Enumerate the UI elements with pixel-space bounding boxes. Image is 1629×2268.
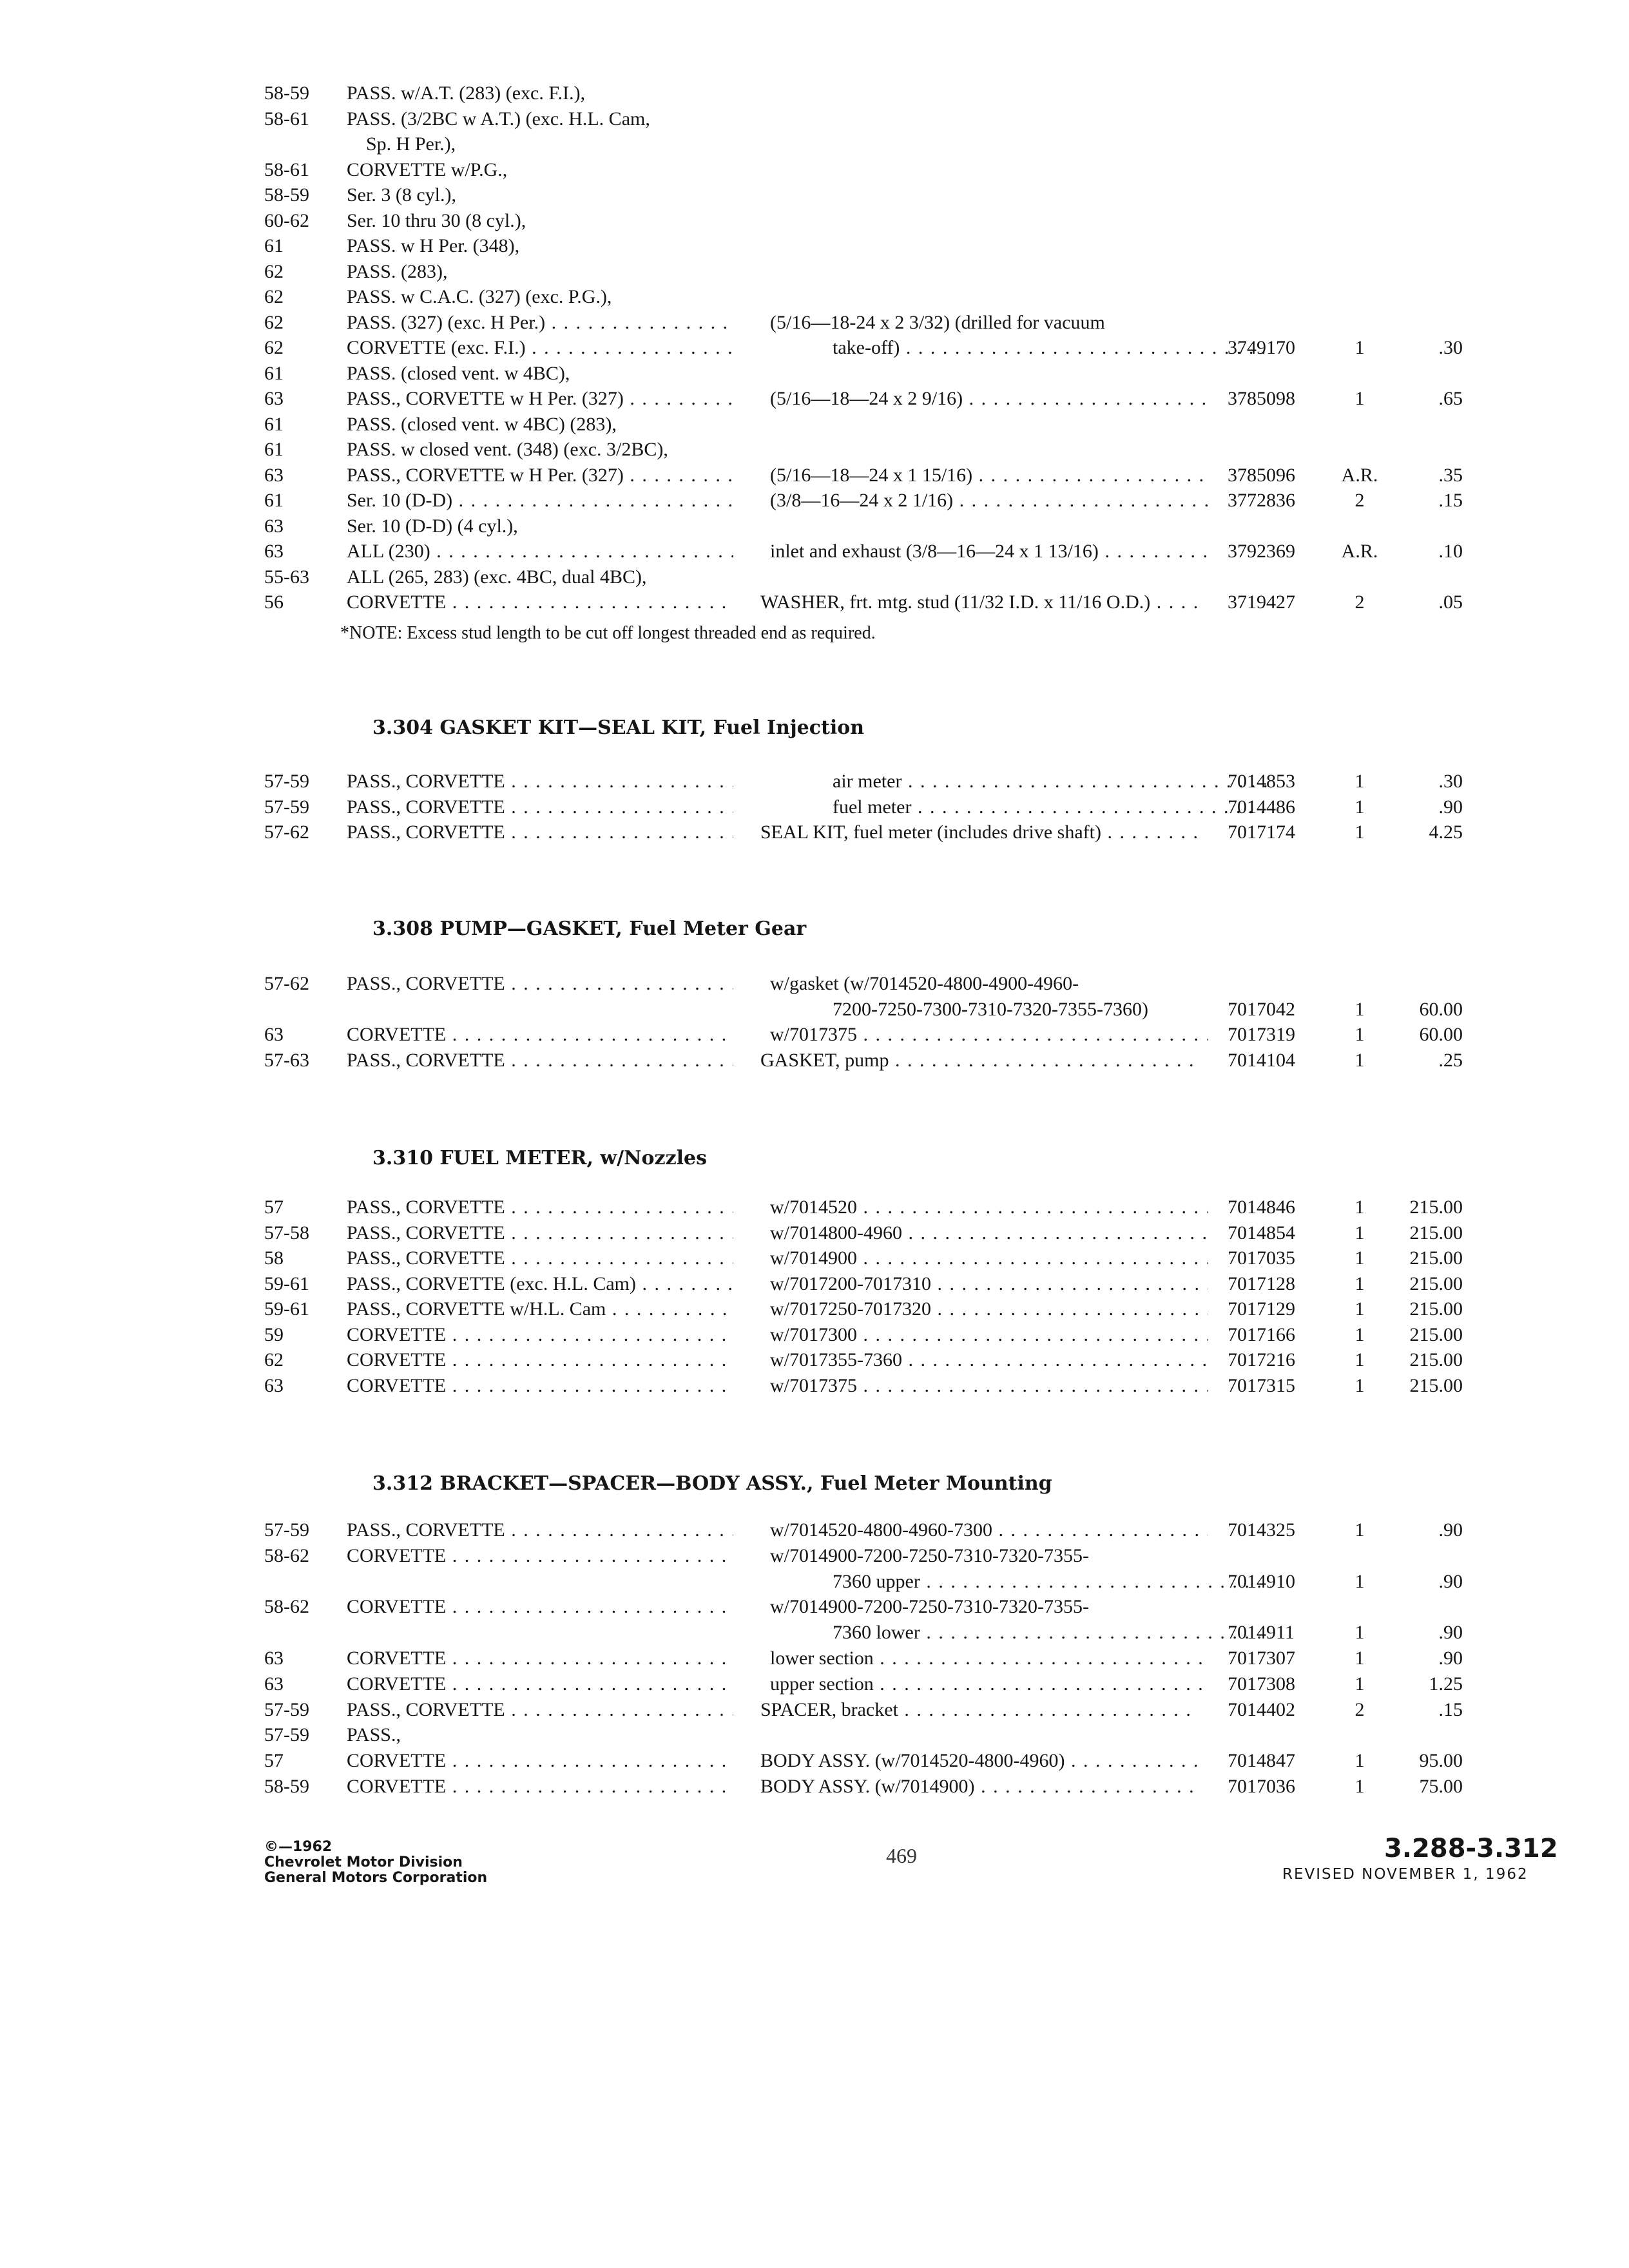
application-cell: CORVETTE . . .: [347, 1646, 733, 1671]
table-row: [0, 310, 1629, 336]
application-cell: PASS., CORVETTE w/H.L. Cam . . .: [347, 1296, 733, 1322]
application-cell: PASS. w H Per. (348),: [347, 235, 520, 256]
description-cell: WASHER, frt. mtg. stud (11/32 I.D. x 11/16 O.D.) . . .: [760, 590, 1199, 615]
quantity-cell: 1: [1354, 1750, 1365, 1772]
year-cell: 62: [264, 286, 284, 307]
application-cell: PASS., CORVETTE . . .: [347, 1220, 733, 1246]
part-number-cell: 7017129: [1228, 1298, 1295, 1320]
quantity-cell: 1: [1354, 1049, 1365, 1071]
application-cell: PASS., CORVETTE . . .: [347, 971, 733, 997]
table-row: [0, 233, 1629, 259]
table-row: [0, 1620, 1629, 1646]
price-cell: 215.00: [1409, 1196, 1463, 1218]
quantity-cell: 1: [1354, 1374, 1365, 1396]
price-cell: 1.25: [1429, 1673, 1463, 1695]
year-cell: 63: [264, 464, 284, 486]
year-cell: 56: [264, 591, 284, 613]
price-cell: 215.00: [1409, 1298, 1463, 1320]
year-cell: 58-61: [264, 108, 309, 130]
application-cell: PASS. (3/2BC w A.T.) (exc. H.L. Cam,: [347, 108, 650, 130]
description-cell: inlet and exhaust (3/8—16—24 x 1 13/16) . . .: [770, 539, 1208, 564]
quantity-cell: 1: [1354, 1273, 1365, 1294]
quantity-cell: 1: [1354, 998, 1365, 1020]
table-row: [0, 284, 1629, 310]
price-cell: 215.00: [1409, 1222, 1463, 1244]
year-cell: 57: [264, 1196, 284, 1218]
table-row: [0, 1271, 1629, 1297]
quantity-cell: 1: [1354, 388, 1365, 409]
description-cell: w/gasket (w/7014520-4800-4900-4960-: [770, 973, 1079, 994]
year-cell: 63: [264, 1024, 284, 1045]
table-row: [0, 1517, 1629, 1543]
table-row: [0, 820, 1629, 845]
year-cell: 57-59: [264, 1519, 309, 1541]
description-cell: (5/16—18—24 x 1 15/16) . . .: [770, 463, 1208, 488]
description-cell: (5/16—18—24 x 2 9/16) . . .: [770, 386, 1208, 412]
application-cell: PASS., CORVETTE w H Per. (327) . . .: [347, 386, 733, 412]
quantity-cell: 1: [1354, 1648, 1365, 1669]
revision-date: REVISED NOVEMBER 1, 1962: [1282, 1866, 1528, 1883]
part-number-cell: 7014325: [1228, 1519, 1295, 1541]
table-row: [0, 157, 1629, 183]
application-cell: CORVETTE . . .: [347, 1543, 733, 1569]
table-row: [0, 1697, 1629, 1723]
table-row: [0, 1671, 1629, 1697]
table-row: [0, 463, 1629, 488]
application-cell: PASS., CORVETTE . . .: [347, 769, 733, 794]
application-cell: Ser. 10 (D-D) . . .: [347, 488, 733, 514]
application-cell: CORVETTE . . .: [347, 1774, 733, 1800]
description-cell: w/7014520-4800-4960-7300 . . .: [770, 1517, 1208, 1543]
year-cell: 57-59: [264, 796, 309, 818]
application-cell: PASS., CORVETTE . . .: [347, 820, 733, 845]
table-row: [0, 1347, 1629, 1373]
price-cell: .10: [1438, 541, 1463, 562]
price-cell: .25: [1438, 1049, 1463, 1071]
quantity-cell: 1: [1354, 1673, 1365, 1695]
table-row: [0, 1646, 1629, 1671]
description-cell: w/7017375 . . .: [770, 1373, 1208, 1399]
quantity-cell: 1: [1354, 1519, 1365, 1541]
year-cell: 61: [264, 490, 284, 511]
quantity-cell: 1: [1354, 1776, 1365, 1797]
price-cell: 75.00: [1419, 1776, 1463, 1797]
quantity-cell: 1: [1354, 1298, 1365, 1320]
description-cell: w/7017355-7360 . . .: [770, 1347, 1208, 1373]
year-cell: 57-62: [264, 822, 309, 843]
price-cell: .05: [1438, 591, 1463, 613]
section-heading-3-308: 3.308 PUMP—GASKET, Fuel Meter Gear: [372, 918, 807, 940]
application-cell: CORVETTE . . .: [347, 1671, 733, 1697]
price-cell: .30: [1438, 337, 1463, 358]
application-cell: CORVETTE . . .: [347, 590, 733, 615]
application-cell: PASS. (closed vent. w 4BC) (283),: [347, 413, 617, 435]
application-cell: CORVETTE . . .: [347, 1347, 733, 1373]
part-number-cell: 7014854: [1228, 1222, 1295, 1244]
price-cell: .90: [1438, 1519, 1463, 1541]
application-cell: PASS.,: [347, 1724, 401, 1746]
description-cell: w/7017375 . . .: [770, 1022, 1208, 1048]
application-cell: PASS., CORVETTE . . .: [347, 1048, 733, 1073]
part-number-cell: 7017319: [1228, 1024, 1295, 1045]
quantity-cell: 2: [1354, 591, 1365, 613]
application-cell: CORVETTE (exc. F.I.) . . .: [347, 335, 733, 361]
part-number-cell: 7014910: [1228, 1570, 1295, 1592]
year-cell: 57-59: [264, 1724, 309, 1746]
quantity-cell: 1: [1354, 1247, 1365, 1269]
application-cell: PASS., CORVETTE . . .: [347, 1697, 733, 1723]
description-cell: BODY ASSY. (w/7014520-4800-4960) . . .: [760, 1748, 1199, 1774]
year-cell: 61: [264, 439, 284, 460]
year-cell: 62: [264, 1349, 284, 1370]
year-cell: 55-63: [264, 566, 309, 588]
description-cell: w/7014900 . . .: [770, 1245, 1208, 1271]
quantity-cell: A.R.: [1341, 464, 1378, 486]
application-cell: CORVETTE w/P.G.,: [347, 159, 508, 180]
description-cell: w/7014900-7200-7250-7310-7320-7355-: [770, 1596, 1089, 1618]
copyright: ©—1962: [264, 1839, 333, 1855]
part-number-cell: 7017166: [1228, 1323, 1295, 1345]
price-cell: 4.25: [1429, 822, 1463, 843]
table-row: [0, 514, 1629, 539]
price-cell: 60.00: [1419, 998, 1463, 1020]
application-cell: PASS., CORVETTE . . .: [347, 1195, 733, 1220]
description-cell: w/7014520 . . .: [770, 1195, 1208, 1220]
price-cell: .90: [1438, 796, 1463, 818]
price-cell: .90: [1438, 1648, 1463, 1669]
section-heading-3-310: 3.310 FUEL METER, w/Nozzles: [372, 1147, 707, 1169]
application-cell: PASS., CORVETTE . . .: [347, 794, 733, 820]
part-number-cell: 7017128: [1228, 1273, 1295, 1294]
quantity-cell: 1: [1354, 1622, 1365, 1644]
quantity-cell: 1: [1354, 771, 1365, 792]
table-row: [0, 1296, 1629, 1322]
quantity-cell: 1: [1354, 1349, 1365, 1370]
quantity-cell: A.R.: [1341, 541, 1378, 562]
year-cell: 57-58: [264, 1222, 309, 1244]
year-cell: 57-59: [264, 771, 309, 792]
table-row: [0, 131, 1629, 157]
price-cell: 215.00: [1409, 1247, 1463, 1269]
application-cell: CORVETTE . . .: [347, 1022, 733, 1048]
table-row: [0, 208, 1629, 234]
price-cell: .90: [1438, 1622, 1463, 1644]
description-cell: (5/16—18-24 x 2 3/32) (drilled for vacuum: [770, 311, 1105, 333]
description-cell: GASKET, pump . . .: [760, 1048, 1199, 1073]
price-cell: .65: [1438, 388, 1463, 409]
quantity-cell: 1: [1354, 1570, 1365, 1592]
year-cell: 60-62: [264, 209, 309, 231]
year-cell: 57-59: [264, 1698, 309, 1720]
year-cell: 61: [264, 362, 284, 384]
description-cell: 7360 upper . . .: [833, 1569, 1271, 1595]
table-row: [0, 564, 1629, 590]
part-number-cell: 3792369: [1228, 541, 1295, 562]
table-row: [0, 590, 1629, 615]
year-cell: 63: [264, 1648, 284, 1669]
year-cell: 59-61: [264, 1273, 309, 1294]
price-cell: 60.00: [1419, 1024, 1463, 1045]
table-row: [0, 1322, 1629, 1348]
application-cell: ALL (265, 283) (exc. 4BC, dual 4BC),: [347, 566, 647, 588]
table-row: [0, 335, 1629, 361]
year-cell: 59-61: [264, 1298, 309, 1320]
description-cell: upper section . . .: [770, 1671, 1208, 1697]
application-cell: PASS., CORVETTE . . .: [347, 1517, 733, 1543]
quantity-cell: 1: [1354, 1222, 1365, 1244]
table-row: [0, 1594, 1629, 1620]
year-cell: 63: [264, 1673, 284, 1695]
price-cell: .15: [1438, 1698, 1463, 1720]
quantity-cell: 2: [1354, 1698, 1365, 1720]
table-row: [0, 1569, 1629, 1595]
description-cell: w/7017300 . . .: [770, 1322, 1208, 1348]
year-cell: 61: [264, 235, 284, 256]
table-row: [0, 361, 1629, 387]
part-number-cell: 3772836: [1228, 490, 1295, 511]
table-row: [0, 386, 1629, 412]
table-row: [0, 1195, 1629, 1220]
application-cell: Ser. 10 thru 30 (8 cyl.),: [347, 209, 526, 231]
corporation-name: General Motors Corporation: [264, 1870, 488, 1886]
footnote: *NOTE: Excess stud length to be cut off longest threaded end as required.: [340, 623, 876, 643]
year-cell: 58: [264, 1247, 284, 1269]
year-cell: 58-59: [264, 82, 309, 104]
table-row: [0, 539, 1629, 564]
year-cell: 58-62: [264, 1596, 309, 1618]
part-number-cell: 7014847: [1228, 1750, 1295, 1772]
part-number-cell: 7017307: [1228, 1648, 1295, 1669]
table-row: [0, 259, 1629, 285]
application-cell: PASS. (283),: [347, 260, 448, 282]
quantity-cell: 1: [1354, 1024, 1365, 1045]
year-cell: 58-61: [264, 159, 309, 180]
year-cell: 63: [264, 541, 284, 562]
year-cell: 62: [264, 260, 284, 282]
quantity-cell: 1: [1354, 822, 1365, 843]
application-cell: PASS. w C.A.C. (327) (exc. P.G.),: [347, 286, 612, 307]
table-row: [0, 106, 1629, 132]
part-number-cell: 7017216: [1228, 1349, 1295, 1370]
description-cell: SPACER, bracket . . .: [760, 1697, 1199, 1723]
part-number-cell: 7014846: [1228, 1196, 1295, 1218]
part-number-cell: 7014911: [1228, 1622, 1295, 1644]
application-cell: CORVETTE . . .: [347, 1594, 733, 1620]
year-cell: 62: [264, 337, 284, 358]
table-row: [0, 1048, 1629, 1073]
part-number-cell: 3785098: [1228, 388, 1295, 409]
table-row: [0, 1373, 1629, 1399]
description-cell: (3/8—16—24 x 2 1/16) . . .: [770, 488, 1208, 514]
description-cell: w/7014900-7200-7250-7310-7320-7355-: [770, 1544, 1089, 1566]
application-cell: PASS. (closed vent. w 4BC),: [347, 362, 570, 384]
price-cell: 215.00: [1409, 1374, 1463, 1396]
year-cell: 63: [264, 388, 284, 409]
division-name: Chevrolet Motor Division: [264, 1854, 463, 1870]
application-cell: PASS. w/A.T. (283) (exc. F.I.),: [347, 82, 586, 104]
year-cell: 58-59: [264, 184, 309, 206]
part-number-cell: 7014853: [1228, 771, 1295, 792]
application-cell: CORVETTE . . .: [347, 1322, 733, 1348]
price-cell: 215.00: [1409, 1273, 1463, 1294]
table-row: [0, 971, 1629, 997]
part-number-cell: 3719427: [1228, 591, 1295, 613]
part-number-cell: 7017308: [1228, 1673, 1295, 1695]
year-cell: 57-62: [264, 973, 309, 994]
part-number-cell: 3749170: [1228, 337, 1295, 358]
part-number-cell: 7014104: [1228, 1049, 1295, 1071]
year-cell: 63: [264, 515, 284, 537]
year-cell: 58-62: [264, 1544, 309, 1566]
part-number-cell: 7017315: [1228, 1374, 1295, 1396]
part-number-cell: 7014402: [1228, 1698, 1295, 1720]
table-row: [0, 1245, 1629, 1271]
quantity-cell: 2: [1354, 490, 1365, 511]
part-number-cell: 3785096: [1228, 464, 1295, 486]
table-row: [0, 1722, 1629, 1748]
year-cell: 59: [264, 1323, 284, 1345]
application-cell: PASS., CORVETTE w H Per. (327) . . .: [347, 463, 733, 488]
price-cell: 95.00: [1419, 1750, 1463, 1772]
quantity-cell: 1: [1354, 1323, 1365, 1345]
price-cell: .30: [1438, 771, 1463, 792]
description-cell: w/7017250-7017320 . . .: [770, 1296, 1208, 1322]
description-cell: 7360 lower . . .: [833, 1620, 1271, 1646]
quantity-cell: 1: [1354, 796, 1365, 818]
application-cell: PASS. w closed vent. (348) (exc. 3/2BC),: [347, 439, 668, 460]
table-row: [0, 412, 1629, 437]
price-cell: .35: [1438, 464, 1463, 486]
description-cell: w/7017200-7017310 . . .: [770, 1271, 1208, 1297]
application-cell: Ser. 3 (8 cyl.),: [347, 184, 456, 206]
year-cell: 62: [264, 311, 284, 333]
application-cell: PASS., CORVETTE (exc. H.L. Cam) . . .: [347, 1271, 733, 1297]
part-number-cell: 7017174: [1228, 822, 1295, 843]
price-cell: .15: [1438, 490, 1463, 511]
table-row: [0, 1220, 1629, 1246]
table-row: [0, 794, 1629, 820]
description-cell: air meter . . .: [833, 769, 1271, 794]
price-cell: 215.00: [1409, 1349, 1463, 1370]
part-number-cell: 7014486: [1228, 796, 1295, 818]
description-cell: BODY ASSY. (w/7014900) . . .: [760, 1774, 1199, 1800]
publisher-block: [264, 1840, 487, 1886]
section-heading-3-312: 3.312 BRACKET—SPACER—BODY ASSY., Fuel Meter Mounting: [372, 1472, 1052, 1495]
description-cell: w/7014800-4960 . . .: [770, 1220, 1208, 1246]
part-number-cell: 7017035: [1228, 1247, 1295, 1269]
price-cell: .90: [1438, 1570, 1463, 1592]
description-cell: take-off) . . .: [833, 335, 1271, 361]
year-cell: 57: [264, 1750, 284, 1772]
year-cell: 61: [264, 413, 284, 435]
table-row: [0, 437, 1629, 463]
application-cell: Ser. 10 (D-D) (4 cyl.),: [347, 515, 518, 537]
price-cell: 215.00: [1409, 1323, 1463, 1345]
table-row: [0, 1543, 1629, 1569]
part-number-cell: 7017036: [1228, 1776, 1295, 1797]
description-cell: fuel meter . . .: [833, 794, 1271, 820]
section-heading-3-304: 3.304 GASKET KIT—SEAL KIT, Fuel Injection: [372, 716, 865, 739]
quantity-cell: 1: [1354, 337, 1365, 358]
year-cell: 63: [264, 1374, 284, 1396]
application-cell: CORVETTE . . .: [347, 1373, 733, 1399]
table-row: [0, 997, 1629, 1023]
table-row: [0, 1774, 1629, 1800]
table-row: [0, 182, 1629, 208]
table-row: [0, 81, 1629, 106]
table-row: [0, 488, 1629, 514]
description-cell: 7200-7250-7300-7310-7320-7355-7360): [833, 998, 1148, 1020]
description-cell: SEAL KIT, fuel meter (includes drive shaft) . . .: [760, 820, 1199, 845]
application-cell: PASS. (327) (exc. H Per.) . . .: [347, 310, 733, 336]
description-cell: lower section . . .: [770, 1646, 1208, 1671]
section-range: 3.288-3.312: [1384, 1834, 1558, 1863]
table-row: [0, 1022, 1629, 1048]
table-row: [0, 1748, 1629, 1774]
table-row: [0, 769, 1629, 794]
year-cell: 58-59: [264, 1776, 309, 1797]
part-number-cell: 7017042: [1228, 998, 1295, 1020]
page-number: 469: [886, 1844, 917, 1867]
application-cell: PASS., CORVETTE . . .: [347, 1245, 733, 1271]
application-cell: ALL (230) . . .: [347, 539, 733, 564]
year-cell: 57-63: [264, 1049, 309, 1071]
quantity-cell: 1: [1354, 1196, 1365, 1218]
application-cell: CORVETTE . . .: [347, 1748, 733, 1774]
application-cell: Sp. H Per.),: [366, 133, 456, 155]
